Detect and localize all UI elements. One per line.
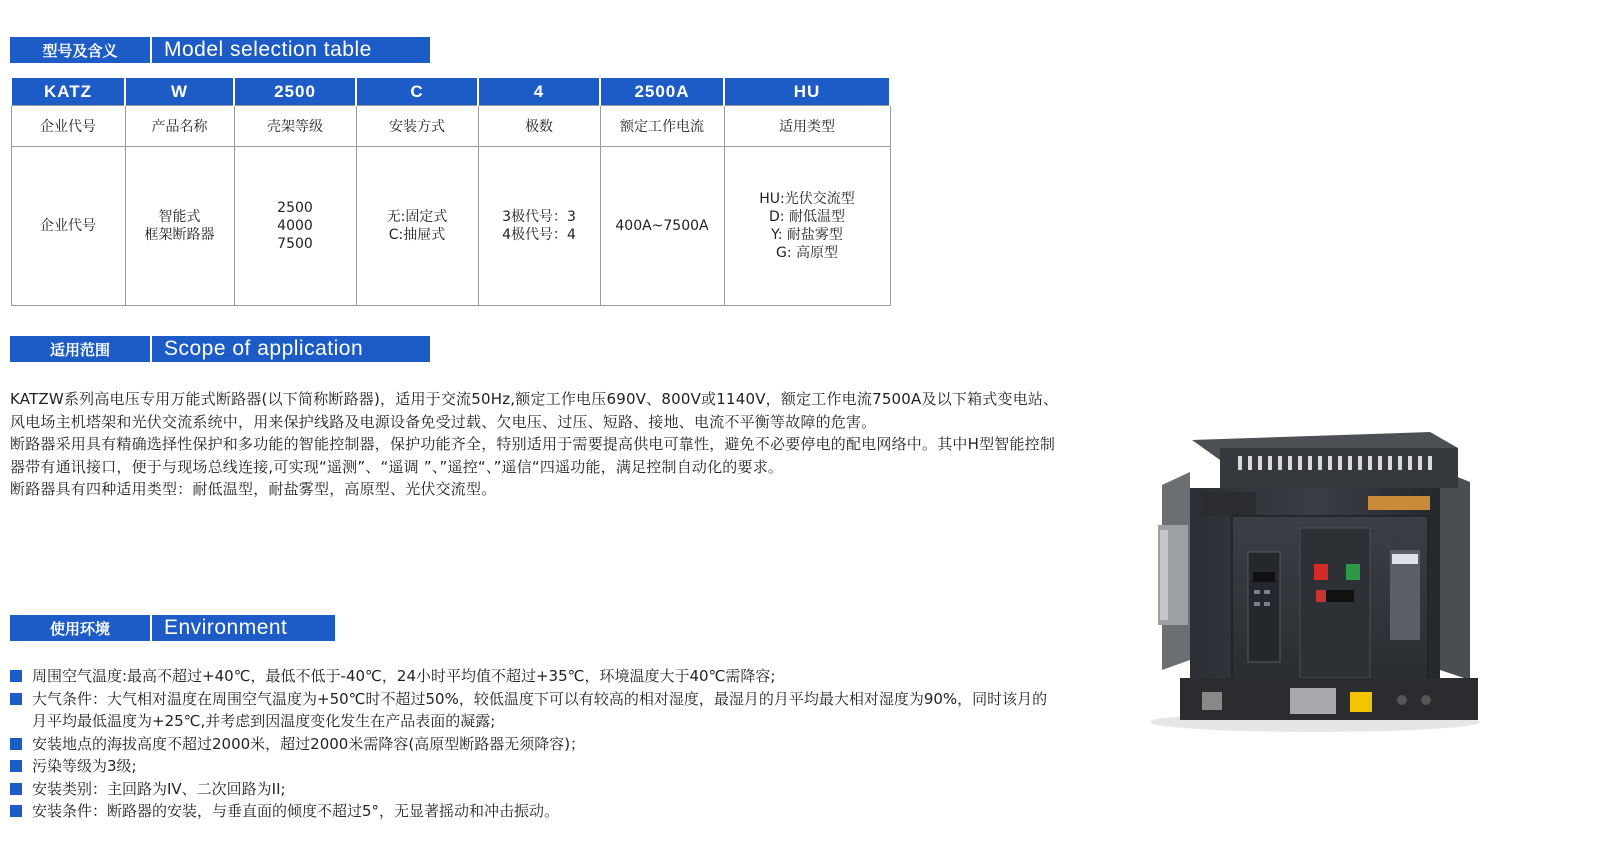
scope-section-header: [10, 336, 430, 362]
table-header-cell: KATZ: [11, 78, 125, 106]
table-header-cell: 4: [478, 78, 600, 106]
table-header-cell: W: [125, 78, 234, 106]
scope-paragraph: 断路器采用具有精确选择性保护和多功能的智能控制器，保护功能齐全，特别适用于需要提高供电可靠性，避免不必要停电的配电网络中。其中H型智能控制器带有通讯接口，便于与现场总线连接,可实现“遥测”、“遥调 ”、”遥控“、”遥信“四遥功能，满足控制自动化的要求。: [10, 435, 1056, 476]
table-label-row: [11, 106, 890, 147]
square-bullet-icon: [10, 805, 22, 817]
table-cell: 产品名称: [125, 106, 234, 147]
list-item-text: 安装地点的海拔高度不超过2000米，超过2000米需降容(高原型断路器无须降容)；: [32, 734, 586, 753]
table-header-row: [11, 78, 890, 106]
table-header-cell: HU: [724, 78, 890, 106]
model-section-header: [10, 37, 430, 63]
scope-paragraph: KATZW系列高电压专用万能式断路器(以下简称断路器)，适用于交流50Hz,额定工作电压690V、800V或1140V，额定工作电流7500A及以下箱式变电站、风电场主机塔架和光伏交流系统中，用来保护线路及电源设备免受过载、欠电压、过压、短路、接地、电流不平衡等故障的危害。: [10, 390, 1059, 431]
circuit-breaker-image: [1140, 430, 1485, 735]
table-cell: 极数: [478, 106, 600, 147]
table-cell: 3极代号：3 4极代号：4: [478, 147, 600, 306]
scope-paragraph: 断路器具有四种适用类型：耐低温型，耐盐雾型，高原型、光伏交流型。: [10, 480, 497, 498]
table-cell: 2500 4000 7500: [234, 147, 356, 306]
square-bullet-icon: [10, 693, 22, 705]
list-item: [10, 733, 1050, 756]
table-cell: 智能式 框架断路器: [125, 147, 234, 306]
table-cell: 安装方式: [356, 106, 478, 147]
table-header-cell: 2500: [234, 78, 356, 106]
model-selection-table: [10, 78, 891, 306]
list-item: [10, 688, 1050, 733]
square-bullet-icon: [10, 760, 22, 772]
list-item-text: 大气条件：大气相对温度在周围空气温度为+50℃时不超过50%，较低温度下可以有较高的相对湿度，最湿月的月平均最大相对湿度为90%，同时该月的月平均最低温度为+25℃,并考虑到因温度变化发生在产品表面的凝露;: [32, 689, 1048, 730]
scope-section-title-en: Scope of application: [164, 337, 364, 360]
list-item-text: 安装类别：主回路为IV、二次回路为II;: [32, 779, 286, 798]
list-item-text: 污染等级为3级;: [32, 757, 137, 775]
environment-list: [10, 665, 1050, 823]
table-cell: 企业代号: [11, 147, 125, 306]
table-header-cell: C: [356, 78, 478, 106]
square-bullet-icon: [10, 738, 22, 750]
list-item-text: 安装条件：断路器的安装，与垂直面的倾度不超过5°，无显著摇动和冲击振动。: [32, 802, 560, 820]
table-cell: 额定工作电流: [600, 106, 724, 147]
env-section-title-en: Environment: [164, 616, 288, 639]
table-header-cell: 2500A: [600, 78, 724, 106]
square-bullet-icon: [10, 670, 22, 682]
table-cell: 400A~7500A: [600, 147, 724, 306]
scope-description: [10, 388, 1060, 501]
scope-section-title-zh: 适用范围: [10, 336, 152, 362]
square-bullet-icon: [10, 783, 22, 795]
table-cell: 企业代号: [11, 106, 125, 147]
table-cell: 无:固定式 C:抽屉式: [356, 147, 478, 306]
list-item: [10, 665, 1050, 688]
model-section-title-en: Model selection table: [164, 38, 372, 61]
list-item: [10, 778, 1050, 801]
model-section-title-zh: 型号及含义: [10, 37, 152, 63]
list-item: [10, 755, 1050, 778]
env-section-title-zh: 使用环境: [10, 615, 152, 641]
table-value-row: [11, 147, 890, 306]
list-item-text: 周围空气温度:最高不超过+40℃，最低不低于-40℃，24小时平均值不超过+35℃，环境温度大于40℃需降容;: [32, 667, 776, 685]
table-cell: HU:光伏交流型 D: 耐低温型 Y: 耐盐雾型 G: 高原型: [724, 147, 890, 306]
env-section-header: [10, 615, 335, 641]
list-item: [10, 800, 1050, 823]
table-cell: 壳架等级: [234, 106, 356, 147]
table-cell: 适用类型: [724, 106, 890, 147]
